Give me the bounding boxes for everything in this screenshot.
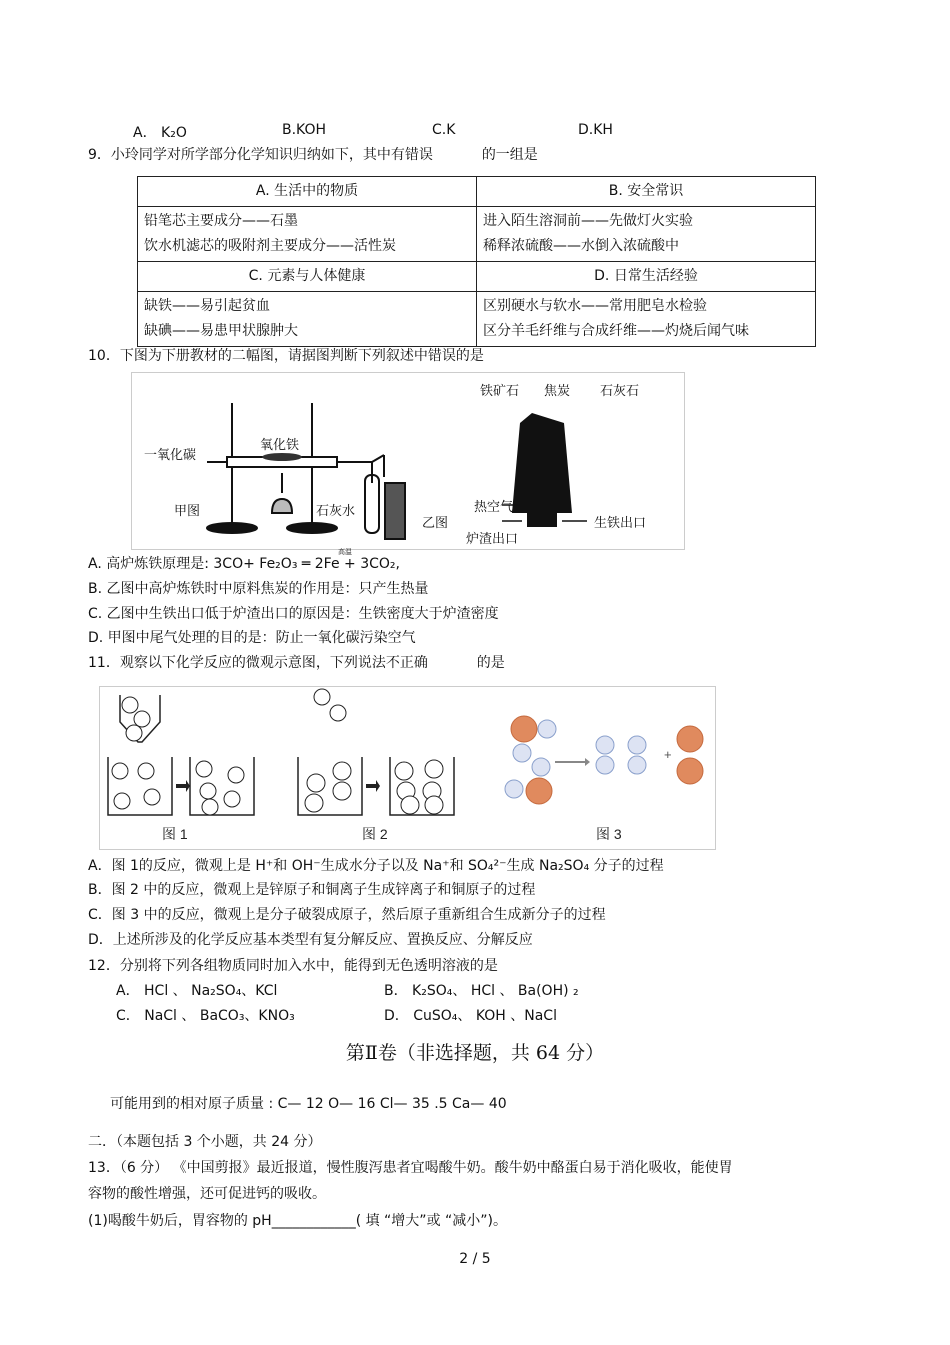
table-cell-d-line2: 区分羊毛纤维与合成纤维——灼烧后闻气味 (483, 323, 749, 339)
label-fig3: 图 3 (596, 826, 622, 842)
q10-stem: 10．下图为下册教材的二幅图，请据图判断下列叙述中错误的是 (88, 348, 484, 364)
label-fig2: 图 2 (362, 826, 388, 842)
table-cell-a (138, 207, 477, 262)
q13-line1: 13．（6 分） 《中国剪报》最近报道，慢性腹泻患者宜喝酸牛奶。酸牛奶中酪蛋白易于消化吸收，能使胃 (88, 1160, 733, 1176)
label-iron-out: 生铁出口 (594, 515, 647, 530)
reaction-condition: 高温 (338, 548, 352, 556)
q8-option-c: C.K (432, 122, 456, 138)
page-number: 2 / 5 (459, 1251, 491, 1267)
q11-figure (99, 686, 716, 850)
table-cell-c (138, 292, 477, 347)
q11-stem (88, 652, 505, 672)
q8-option-a: A． K₂O (133, 125, 187, 141)
part2-header: 二．（本题包括 3 个小题，共 24 分） (88, 1134, 322, 1150)
atomic-mass-line: 可能用到的相对原子质量 : C— 12 O— 16 Cl— 35 .5 Ca— 40 (110, 1096, 507, 1112)
label-fe2o3: 氧化铁 (260, 437, 300, 452)
q10-option-b: B. 乙图中高炉炼铁时中原料焦炭的作用是：只产生热量 (88, 581, 429, 597)
label-jia: 甲图 (174, 503, 201, 518)
q11-option-c: C．图 3 中的反应，微观上是分子破裂成原子，然后原子重新组合生成新分子的过程 (88, 907, 606, 923)
label-fig1: 图 1 (162, 826, 188, 842)
q12-stem: 12．分别将下列各组物质同时加入水中，能得到无色透明溶液的是 (88, 958, 498, 974)
q10-option-d: D. 甲图中尾气处理的目的是：防止一氧化碳污染空气 (88, 630, 416, 646)
label-co: 一氧化碳 (144, 447, 197, 462)
q11-option-b: B．图 2 中的反应，微观上是锌原子和铜离子生成锌离子和铜原子的过程 (88, 882, 536, 898)
q13-line2: 容物的酸性增强，还可促进钙的吸收。 (88, 1186, 326, 1202)
table-head-c: C. 元素与人体健康 (138, 262, 477, 292)
q9-table (137, 176, 816, 347)
q10-figure (131, 372, 685, 550)
table-cell-b-line2: 稀释浓硫酸——水倒入浓硫酸中 (483, 238, 679, 254)
q10-option-c: C. 乙图中生铁出口低于炉渣出口的原因是：生铁密度大于炉渣密度 (88, 606, 499, 622)
label-limewater: 石灰水 (316, 503, 356, 518)
label-coke: 焦炭 (544, 383, 571, 398)
q11-figure-drawing (100, 687, 715, 849)
table-head-a: A. 生活中的物质 (138, 177, 477, 207)
table-cell-a-line2: 饮水机滤芯的吸附剂主要成分——活性炭 (144, 238, 396, 254)
svg-text:+: + (664, 747, 672, 762)
table-cell-b-line1: 进入陌生溶洞前——先做灯火实验 (483, 213, 693, 229)
table-cell-c-line1: 缺铁——易引起贫血 (144, 298, 270, 314)
q11-stem-text: 11．观察以下化学反应的微观示意图，下列说法不正确 (88, 655, 428, 671)
table-cell-d (477, 292, 816, 347)
q12-option-b: B． K₂SO₄、 HCl 、 Ba(OH) ₂ (384, 983, 579, 999)
label-yi: 乙图 (422, 515, 449, 530)
q9-stem-text: 9．小玲同学对所学部分化学知识归纳如下，其中有错误 (88, 147, 433, 163)
q8-option-d: D.KH (578, 122, 613, 138)
q11-option-a: A．图 1的反应，微观上是 H⁺和 OH⁻生成水分子以及 Na⁺和 SO₄²⁻生成 Na₂SO₄ 分子的过程 (88, 858, 664, 874)
q11-stem-end: 的是 (476, 655, 505, 671)
q8-option-b: B.KOH (282, 122, 327, 138)
q12-option-a: A． HCl 、 Na₂SO₄、KCl (116, 983, 278, 999)
q13-line3: (1)喝酸牛奶后，胃容物的 pH____________( 填 “增大”或 “减小”)。 (88, 1213, 507, 1229)
table-cell-b (477, 207, 816, 262)
label-hot-air: 热空气 (474, 499, 514, 514)
q9-stem-end: 的一组是 (481, 147, 538, 163)
q9-stem (88, 144, 538, 164)
table-cell-d-line1: 区别硬水与软水——常用肥皂水检验 (483, 298, 707, 314)
q10-figure-drawing (132, 373, 684, 549)
label-slag: 炉渣出口 (466, 531, 519, 546)
table-head-b: B. 安全常识 (477, 177, 816, 207)
q10-option-a (88, 548, 400, 573)
label-ore: 铁矿石 (480, 383, 520, 398)
q11-option-d: D．上述所涉及的化学反应基本类型有复分解反应、置换反应、分解反应 (88, 932, 533, 948)
section-title: 第Ⅱ卷（非选择题，共 64 分） (345, 1042, 605, 1064)
table-cell-a-line1: 铅笔芯主要成分——石墨 (144, 213, 298, 229)
table-cell-c-line2: 缺碘——易患甲状腺肿大 (144, 323, 298, 339)
q12-option-c: C． NaCl 、 BaCO₃、KNO₃ (116, 1008, 295, 1024)
q12-option-d: D． CuSO₄、 KOH 、NaCl (384, 1008, 557, 1024)
label-limestone: 石灰石 (600, 383, 640, 398)
table-head-d: D. 日常生活经验 (477, 262, 816, 292)
q10-option-a-text: A. 高炉炼铁原理是: 3CO+ Fe₂O₃ ═ 2Fe + 3CO₂, (88, 556, 400, 572)
